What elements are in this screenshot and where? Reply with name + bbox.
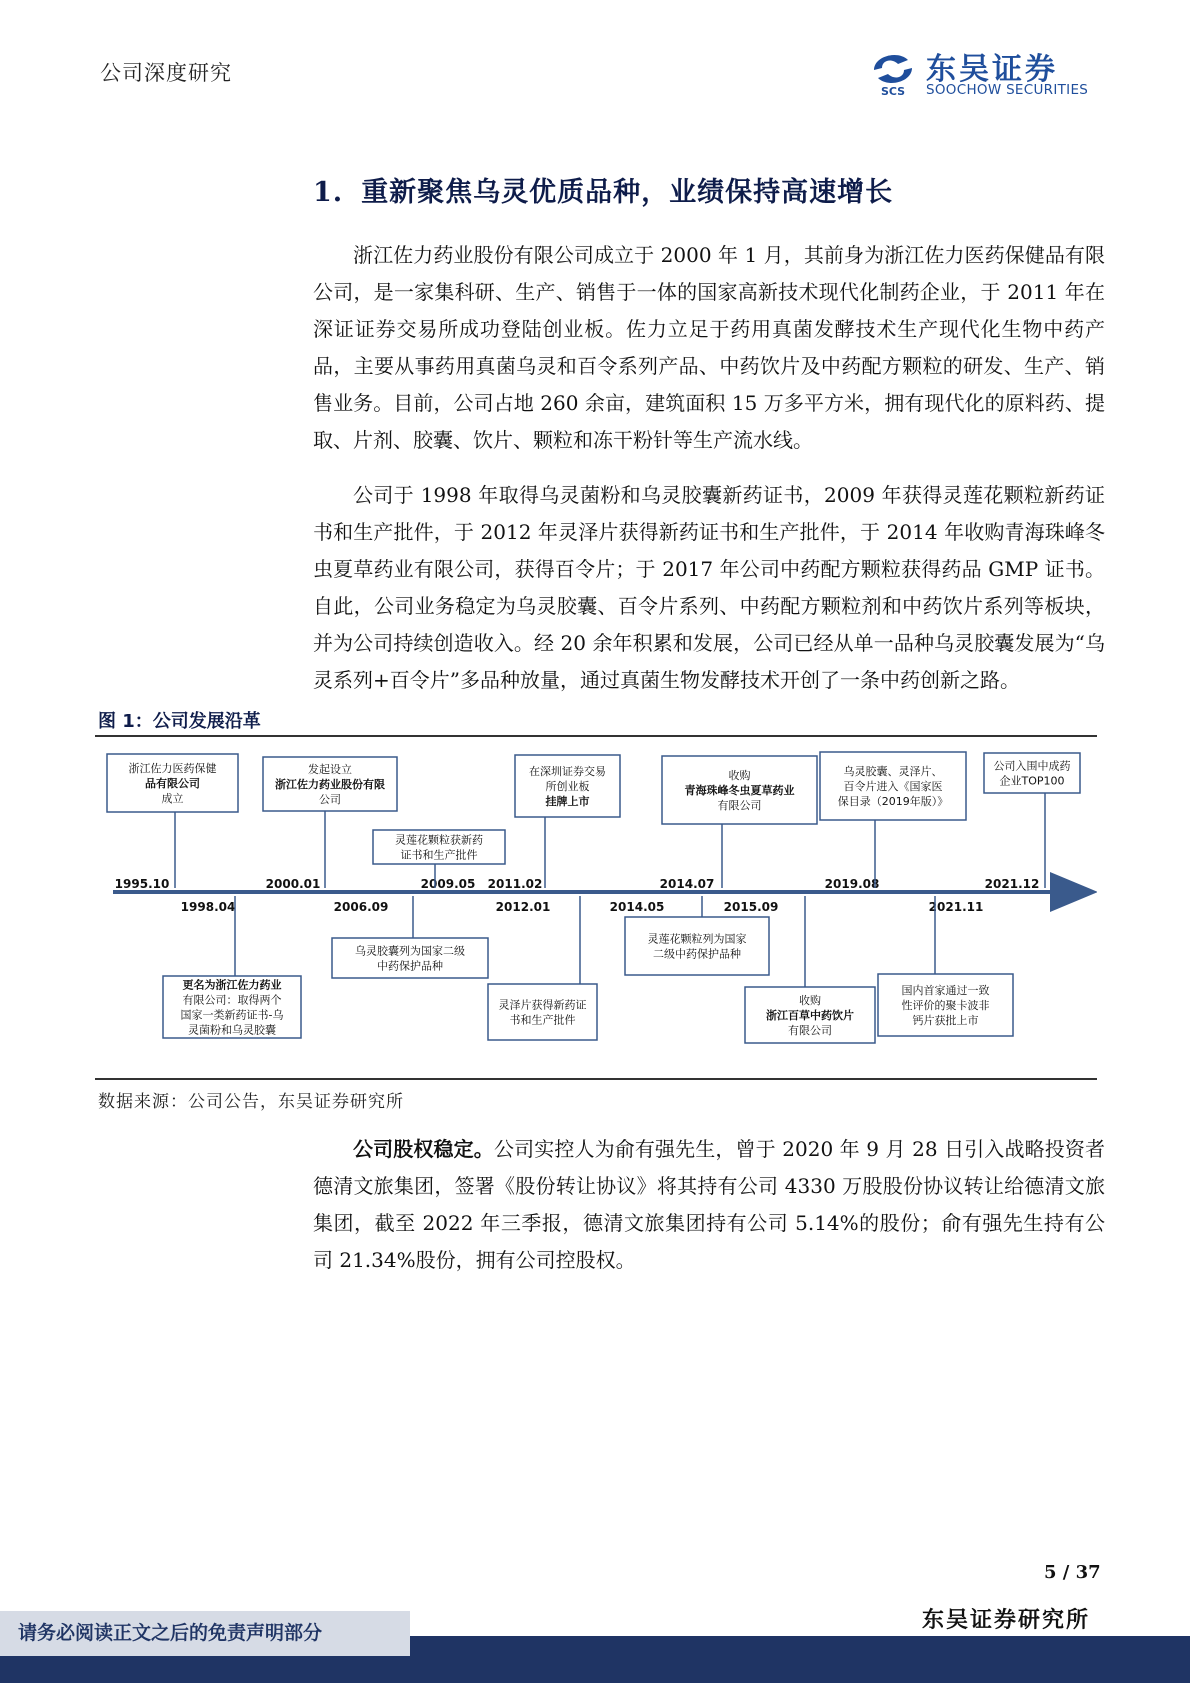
logo-cn-text: 东吴证券 [926,52,1058,87]
date-above-2: 2009.05 [420,877,476,891]
paragraph-equity [313,1131,1105,1279]
date-above-6: 2021.12 [984,877,1040,891]
event-text-below-4-0: 收购 [799,994,821,1007]
event-text-below-5-0: 国内首家通过一致 [901,984,990,997]
section-heading [313,170,893,209]
event-text-above-1-0: 发起设立 [308,763,352,776]
event-text-below-0-0: 更名为浙江佐力药业 [182,978,282,992]
event-text-above-4-0: 收购 [728,769,751,782]
page-number: 5 / 37 [1044,1562,1101,1583]
event-text-above-5-0: 乌灵胶囊、灵泽片、 [843,765,943,778]
equity-body: 公司实控人为俞有强先生，曾于 2020 年 9 月 28 日引入战略投资者德清文旅集团，签署《股份转让协议》将其持有公司 4330 万股股份协议转让给德清文旅集团，截至 2022 年三季报，德清文旅集团持有公司 5.14%的股份；俞有强先生持有公司 21.34%股份，拥有公司控股权。 [313,1137,1106,1272]
event-text-above-1-1: 浙江佐力药业股份有限 [275,778,385,791]
event-text-below-3-1: 二级中药保护品种 [653,947,741,961]
event-text-below-5-2: 钙片获批上市 [912,1014,979,1027]
report-category: 公司深度研究 [100,61,232,85]
date-above-1: 2000.01 [265,877,321,891]
disclaimer-banner: 请务必阅读正文之后的免责声明部分 [0,1611,410,1656]
logo-en-text: SOOCHOW SECURITIES [926,82,1089,98]
date-below-5: 2021.11 [928,900,984,914]
date-above-4: 2014.07 [659,877,715,891]
event-box-below-3 [625,917,769,975]
date-below-3: 2014.05 [609,900,665,914]
date-below-4: 2015.09 [723,900,779,914]
event-text-below-1-0: 乌灵胶囊列为国家二级 [355,944,465,958]
event-text-above-0-1: 品有限公司 [145,777,200,790]
event-box-below-2 [488,984,597,1040]
event-text-above-6-1: 企业TOP100 [999,774,1065,788]
date-below-0: 1998.04 [180,900,236,914]
event-text-below-0-3: 灵菌粉和乌灵胶囊 [188,1023,276,1037]
event-text-above-1-2: 公司 [319,793,341,806]
figure-bottom-rule [95,1078,1097,1080]
event-text-above-6-0: 公司入围中成药 [993,759,1071,773]
paragraph-company-intro: 浙江佐力药业股份有限公司成立于 2000 年 1 月，其前身为浙江佐力医药保健品有限公司，是一家集科研、生产、销售于一体的国家高新技术现代化制药企业，于 2011 年在深证证券交易所成功登陆创业板。佐力立足于药用真菌发酵技术生产现代化生物中药产品，主要从事药用真菌乌灵和百令系列产品、中药饮片及中药配方颗粒的研发、生产、销售业务。目前，公司占地 260 余亩，建筑面积 15 万多平方米，拥有现代化的原料药、提取、片剂、胶囊、饮片、颗粒和冻干粉针等生产流水线。 [313,243,1105,452]
event-text-above-2-0: 灵莲花颗粒获新药 [395,833,483,847]
date-below-1: 2006.09 [333,900,389,914]
event-text-above-2-1: 证书和生产批件 [400,848,478,862]
event-text-below-5-1: 性评价的聚卡波非 [901,999,990,1012]
event-text-above-0-0: 浙江佐力医药保健 [128,762,217,775]
paragraph-company-history: 公司于 1998 年取得乌灵菌粉和乌灵胶囊新药证书，2009 年获得灵莲花颗粒新药证书和生产批件，于 2012 年灵泽片获得新药证书和生产批件，于 2014 年收购青海珠峰冬虫夏草药业有限公司，获得百令片；于 2017 年公司中药配方颗粒获得药品 GMP 证书。自此，公司业务稳定为乌灵胶囊、百令片系列、中药配方颗粒剂和中药饮片系列等板块，并为公司持续创造收入。经 20 余年积累和发展，公司已经从单一品种乌灵胶囊发展为“乌灵系列+百令片”多品种放量，通过真菌生物发酵技术开创了一条中药创新之路。 [313,483,1105,692]
event-text-above-3-1: 所创业板 [545,780,590,793]
footer-org: 东吴证券研究所 [922,1607,1091,1633]
logo-abbr: SCS [880,85,906,98]
event-text-below-4-1: 浙江百草中药饮片 [766,1009,854,1022]
event-text-below-0-2: 国家一类新药证书-乌 [180,1008,284,1022]
event-text-below-4-2: 有限公司 [788,1024,832,1037]
event-text-below-0-1: 有限公司：取得两个 [182,993,282,1007]
event-text-above-4-2: 有限公司 [717,799,762,812]
figure-title: 图 1：公司发展沿革 [98,711,261,732]
soochow-logo [868,44,1108,100]
event-text-above-0-2: 成立 [161,792,184,805]
figure-source: 数据来源：公司公告，东吴证券研究所 [98,1092,404,1112]
event-text-below-2-0: 灵泽片获得新药证 [498,998,587,1012]
date-above-3: 2011.02 [487,877,543,891]
date-below-2: 2012.01 [495,900,551,914]
section-title: 重新聚焦乌灵优质品种，业绩保持高速增长 [361,177,894,208]
event-text-below-2-1: 书和生产批件 [509,1013,576,1027]
timeline-diagram [95,737,1097,1077]
equity-lead: 公司股权稳定。 [353,1137,494,1161]
event-text-above-3-2: 挂牌上市 [545,795,590,808]
event-text-above-3-0: 在深圳证券交易 [529,765,606,778]
event-text-above-4-1: 青海珠峰冬虫夏草药业 [684,784,795,797]
event-text-above-5-1: 百令片进入《国家医 [843,780,943,793]
section-number: 1. [313,177,344,208]
event-text-below-3-0: 灵莲花颗粒列为国家 [647,932,747,946]
date-above-5: 2019.08 [824,877,880,891]
logo-mark-icon [868,48,918,98]
date-above-0: 1995.10 [114,877,170,891]
event-text-below-1-1: 中药保护品种 [377,959,443,973]
event-text-above-5-2: 保目录（2019年版）》 [837,795,949,808]
